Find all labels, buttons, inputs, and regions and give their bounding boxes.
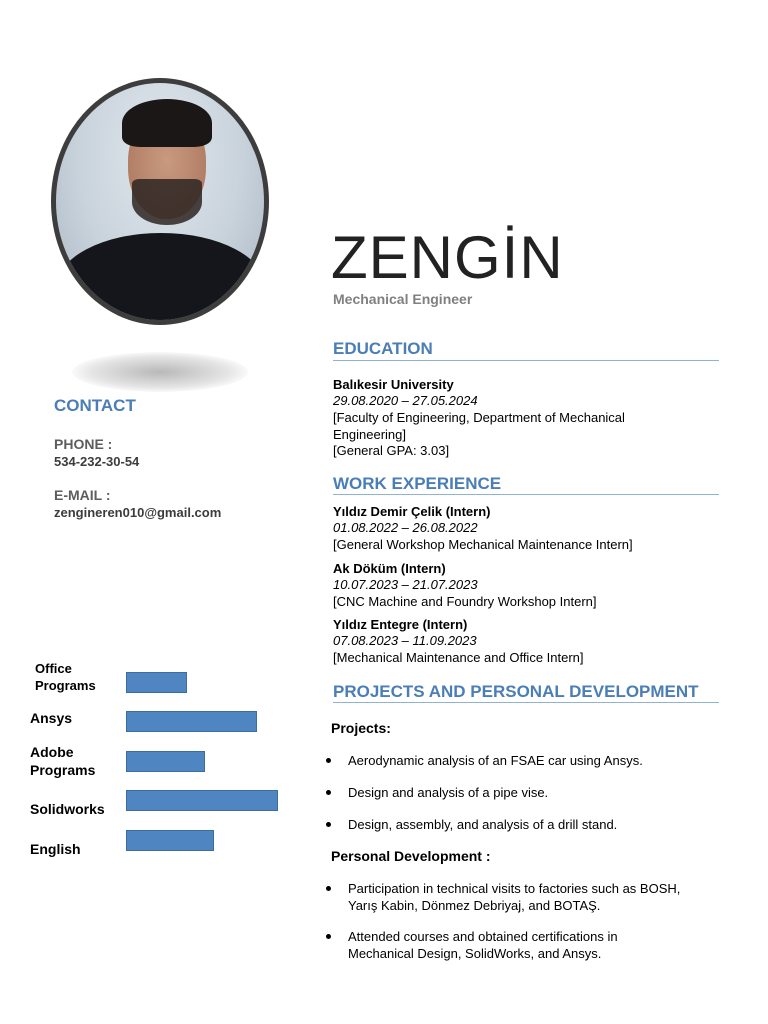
project-item: Design and analysis of a pipe vise.	[348, 785, 549, 800]
projects-label: Projects:	[331, 720, 391, 736]
projects-title: PROJECTS AND PERSONAL DEVELOPMENT	[333, 682, 699, 701]
projects-divider	[333, 702, 719, 703]
education-faculty-line2: Engineering]	[333, 427, 406, 442]
photo-shadow	[72, 352, 248, 392]
education-dates: 29.08.2020 – 27.05.2024	[333, 393, 478, 408]
bullet-icon	[326, 822, 331, 827]
phone-value: 534-232-30-54	[54, 454, 140, 469]
work-title: WORK EXPERIENCE	[333, 474, 502, 493]
work-dates: 07.08.2023 – 11.09.2023	[333, 633, 477, 648]
skill-label-adobe: Adobe Programs	[30, 744, 96, 778]
bullet-icon	[326, 934, 331, 939]
photo-body	[56, 233, 266, 325]
education-title: EDUCATION	[333, 339, 433, 358]
work-company: Yıldız Demir Çelik (Intern)	[333, 504, 491, 519]
email-label: E-MAIL :	[54, 487, 111, 503]
skill-bar-office	[126, 672, 187, 693]
profile-photo	[51, 78, 269, 325]
skill-label-ansys: Ansys	[30, 710, 73, 726]
work-company: Yıldız Entegre (Intern)	[333, 617, 468, 632]
skill-bar-adobe	[126, 751, 205, 772]
bullet-icon	[326, 758, 331, 763]
personal-item: Attended courses and obtained certifications in Mechanical Design, SolidWorks, and Ansys.	[348, 929, 618, 961]
email-value: zengineren010@gmail.com	[54, 505, 222, 520]
phone-label: PHONE :	[54, 436, 113, 452]
bullet-icon	[326, 790, 331, 795]
education-faculty-line1: [Faculty of Engineering, Department of Mechanical	[333, 410, 625, 425]
work-dates: 01.08.2022 – 26.08.2022	[333, 520, 478, 535]
skill-bar-english	[126, 830, 214, 851]
skill-bar-solidworks	[126, 790, 278, 811]
personal-item: Participation in technical visits to factories such as BOSH, Yarış Kabin, Dönmez Debriyaj, and BOTAŞ.	[348, 881, 681, 913]
photo-hair	[122, 99, 212, 147]
project-item: Aerodynamic analysis of an FSAE car using Ansys.	[348, 753, 643, 768]
education-divider	[333, 360, 719, 361]
skill-label-english: English	[30, 841, 81, 857]
work-dates: 10.07.2023 – 21.07.2023	[333, 577, 478, 592]
bullet-icon	[326, 886, 331, 891]
work-desc: [Mechanical Maintenance and Office Intern]	[333, 650, 584, 665]
skill-label-office: Office Programs	[35, 661, 96, 693]
job-title: Mechanical Engineer	[333, 291, 473, 307]
work-desc: [General Workshop Mechanical Maintenance Intern]	[333, 537, 633, 552]
work-company: Ak Döküm (Intern)	[333, 561, 446, 576]
person-name: ZENGİN	[331, 224, 564, 291]
education-gpa: [General GPA: 3.03]	[333, 443, 450, 458]
work-desc: [CNC Machine and Foundry Workshop Intern]	[333, 594, 597, 609]
personal-development-label: Personal Development :	[331, 848, 491, 864]
education-school: Balıkesir University	[333, 377, 454, 392]
contact-title: CONTACT	[54, 396, 136, 415]
photo-beard	[132, 179, 202, 225]
skill-label-solidworks: Solidworks	[30, 801, 105, 817]
skill-bar-ansys	[126, 711, 257, 732]
project-item: Design, assembly, and analysis of a drill stand.	[348, 817, 618, 832]
work-divider	[333, 494, 719, 495]
